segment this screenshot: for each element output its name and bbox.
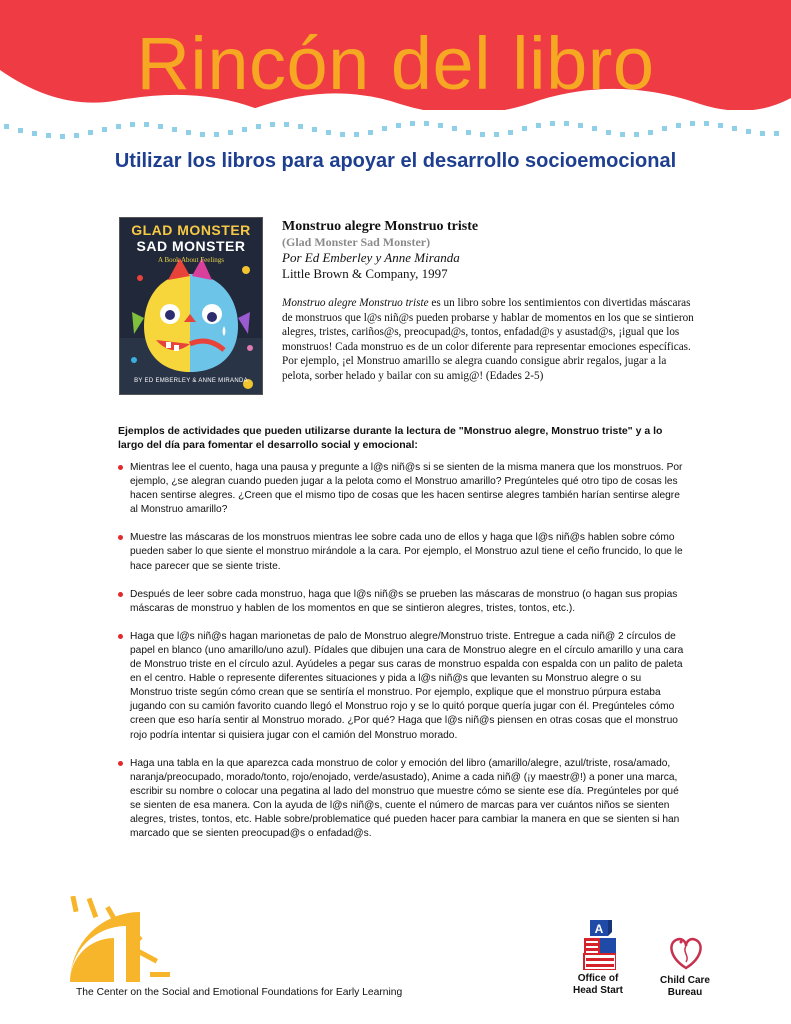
bullet-icon: [118, 535, 123, 540]
book-cover-image: [119, 217, 263, 395]
cover-title-line2: SAD MONSTER: [136, 238, 246, 254]
office-head-start-label: Office of Head Start: [572, 973, 623, 996]
list-item-text: Muestre las máscaras de los monstruos mientras lee sobre cada uno de ellos y haga que l@s niñ@s hablen sobre cómo pueden saber lo que siente el monstruo mirándole a la cara. Por ejemplo, el Monstruo azul tiene el ceño fruncido, lo que le hace parecer que se siente triste.: [130, 532, 683, 572]
bullet-icon: [118, 465, 123, 470]
bullet-icon: [118, 592, 123, 597]
cover-tagline: A Book About Feelings: [158, 256, 224, 264]
book-authors: Por Ed Emberley y Anne Miranda: [282, 250, 460, 265]
cover-title-line1: GLAD MONSTER: [131, 222, 251, 238]
book-info: [282, 219, 702, 282]
list-item-text: Mientras lee el cuento, haga una pausa y pregunte a l@s niñ@s si se sienten de la misma manera que los monstruos. Por ejemplo, ¿se alegran cuando pueden jugar a la pelota como el Monstruo amarillo? Pregúnteles qué otro tipo de cosas les hacen sentirse alegres. ¿Creen que el mismo tipo de cosas que les hacen sentirse alegres también harían sentirse alegre al Monstruo amarillo?: [130, 462, 683, 516]
list-item: [118, 461, 684, 517]
examples-heading: Ejemplos de actividades que pueden utilizarse durante la lectura de "Monstruo alegre, Monstruo triste" y a lo largo del día para fomentar el desarrollo social y emocional:: [118, 425, 663, 451]
page-subtitle: Utilizar los libros para apoyar el desarrollo socioemocional: [114, 150, 677, 172]
head-start-blocks-icon: [582, 920, 616, 970]
activity-list: [118, 461, 684, 855]
footer-org-name: The Center on the Social and Emotional Foundations for Early Learning: [76, 987, 403, 998]
list-item: [118, 630, 684, 743]
list-item-text: Haga una tabla en la que aparezca cada monstruo de color y emoción del libro (amarillo/alegre, azul/triste, rosa/amado, naranja/preocupado, morado/tonto, rojo/enojado, verde/asustado), Anime a cada niñ@ (¡y maestr@!) a poner una marca, escribir su nombre o colocar una pegatina al lado del monstruo que muestre cómo se siente ese día. Pregúnteles por qué se sienten de esa manera. Con la ayuda de l@s niñ@s, cuente el número de marcas para ver cuántos niños se sienten alegres, tristes, tontos, etc. Hable sobre/problematice qué pueden hacer para cambiar la manera en que se sienten si han marcado que se sienten preocupad@s o enfadad@s.: [130, 757, 680, 840]
child-care-bureau-label: Child Care Bureau: [659, 975, 710, 998]
bullet-icon: [118, 761, 123, 766]
book-publisher: Little Brown & Company, 1997: [282, 266, 448, 281]
list-item-text: Haga que l@s niñ@s hagan marionetas de palo de Monstruo alegre/Monstruo triste. Entregue a cada niñ@ 2 círculos de papel en blanco (uno amarillo/uno azul). Pídales que dibujen una cara de Monstruo alegre en el círculo amarillo y una cara de Monstruo triste en el círculo azul. Ayúdeles a pegar sus caras de monstruo espalda con espalda con un palito de paleta en el centro. Hable o represente diferentes situaciones y pida a l@s niñ@s que levanten su Monstruo alegre o su Monstruo triste según cómo crean que se sentiría el monstruo. Por ejemplo, explique que el monstruo púrpura estaba jugando con su camión favorito cuando llegó el Monstruo rojo y se lo quitó porque quería jugar con él. Pregúnteles cómo creen que eso haría sentir al Monstruo morado. ¿Por qué? Haga que l@s niñ@s piensen en otras cosas que el monstruo rojo podría intentar si quisiera jugar con el camión del Monstruo morado.: [130, 630, 684, 741]
child-care-heart-icon: [664, 930, 708, 974]
book-title: Monstruo alegre Monstruo triste: [282, 219, 479, 234]
cover-authors: BY ED EMBERLEY & ANNE MIRANDA: [134, 378, 248, 384]
book-description-title: Monstruo alegre Monstruo triste: [282, 297, 429, 309]
svg-text:A: A: [594, 922, 604, 936]
bullet-icon: [118, 634, 123, 639]
list-item: [118, 531, 684, 573]
header-banner: [0, 0, 791, 110]
sun-logo-icon: [70, 896, 170, 982]
list-item: [118, 757, 684, 842]
page-title: Rincón del libro: [136, 22, 655, 105]
list-item: [118, 588, 684, 616]
book-description: [282, 296, 694, 384]
dotted-wave-icon: [0, 108, 791, 148]
book-description-text: es un libro sobre los sentimientos con divertidas máscaras de monstruos que l@s niñ@s pueden probarse y hablar de momentos en los que se sintieron alegres, tristes, cariños@s, preocupad@s, tontos, enfadad@s y asustad@s, ¡igual que los monstruos! Cada monstruo es de un color diferente para representar emociones específicas. Por ejemplo, ¡el Monstruo amarillo se alegra cuando consigue abrir regalos, jugar a la pelota, sorber helado y bailar con su amig@! (Edades 2-5): [282, 297, 694, 382]
book-original-title: (Glad Monster Sad Monster): [282, 235, 431, 249]
list-item-text: Después de leer sobre cada monstruo, haga que l@s niñ@s se prueben las máscaras de monstruo (o hagan sus propias máscaras de monstruo y hablen de los momentos en que se sintieron alegres, tristes, tontos, etc.).: [130, 588, 678, 614]
